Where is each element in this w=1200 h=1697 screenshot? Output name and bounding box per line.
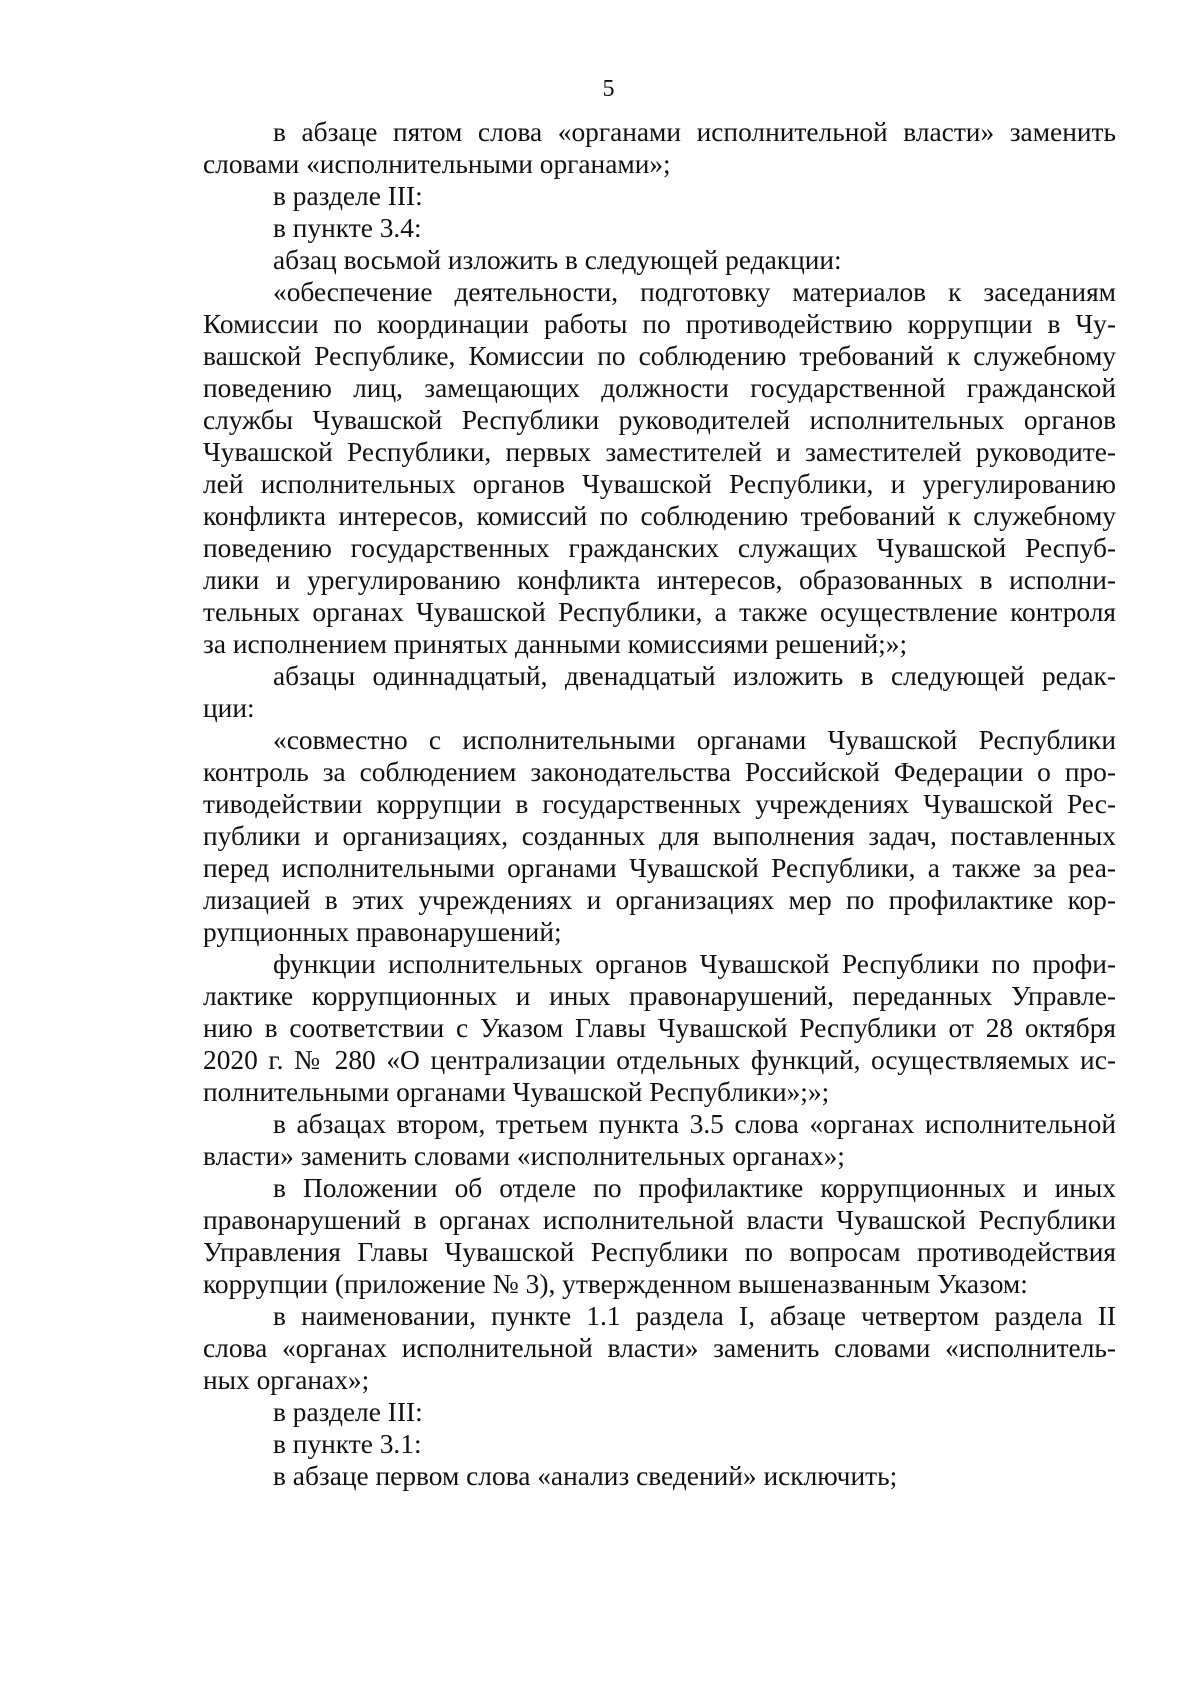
text-line: в разделе III: <box>273 181 423 211</box>
text-line: в пункте 3.4: <box>273 213 422 243</box>
text-line: Комиссии по координации работы по противодействию коррупции в Чу- <box>203 309 1116 339</box>
text-line: вашской Республике, Комиссии по соблюдению требований к служебному <box>203 341 1116 371</box>
text-line: власти» заменить словами «исполнительных органах»; <box>203 1141 845 1171</box>
text-line: службы Чувашской Республики руководителей исполнительных органов <box>203 405 1116 435</box>
text-line: в абзаце первом слова «анализ сведений» исключить; <box>273 1461 898 1491</box>
document-body <box>203 116 1116 1492</box>
text-line: ции: <box>203 693 255 723</box>
text-line: лики и урегулированию конфликта интересов, образованных в исполни- <box>203 565 1116 595</box>
text-line: тиводействии коррупции в государственных учреждениях Чувашской Рес- <box>203 789 1116 819</box>
page-number: 5 <box>602 76 615 102</box>
text-line: тельных органах Чувашской Республики, а также осуществление контроля <box>203 597 1116 627</box>
text-line: в абзаце пятом слова «органами исполнительной власти» заменить <box>273 117 1116 147</box>
text-line: «обеспечение деятельности, подготовку материалов к заседаниям <box>273 277 1116 307</box>
text-line: за исполнением принятых данными комиссиями решений;»; <box>203 629 908 659</box>
text-line: полнительными органами Чувашской Республики»;»; <box>203 1077 830 1107</box>
text-line: правонарушений в органах исполнительной власти Чувашской Республики <box>203 1205 1116 1235</box>
text-line: лей исполнительных органов Чувашской Республики, и урегулированию <box>203 469 1116 499</box>
text-line: словами «исполнительными органами»; <box>203 149 671 179</box>
text-line: в пункте 3.1: <box>273 1429 422 1459</box>
text-line: в разделе III: <box>273 1397 423 1427</box>
text-line: 2020 г. № 280 «О централизации отдельных функций, осуществляемых ис- <box>203 1045 1116 1075</box>
text-line: нию в соответствии с Указом Главы Чувашской Республики от 28 октября <box>203 1013 1116 1043</box>
text-line: лизацией в этих учреждениях и организациях мер по профилактике кор- <box>203 885 1116 915</box>
text-line: контроль за соблюдением законодательства Российской Федерации о про- <box>203 757 1116 787</box>
text-line: лактике коррупционных и иных правонарушений, переданных Управле- <box>203 981 1116 1011</box>
text-line: рупционных правонарушений; <box>203 917 562 947</box>
text-line: Чувашской Республики, первых заместителей и заместителей руководите- <box>203 437 1116 467</box>
text-line: поведению лиц, замещающих должности государственной гражданской <box>203 373 1116 403</box>
text-line: коррупции (приложение № 3), утвержденном вышеназванным Указом: <box>203 1269 1028 1299</box>
text-line: в абзацах втором, третьем пункта 3.5 слова «органах исполнительной <box>273 1109 1116 1139</box>
text-line: ных органах»; <box>203 1365 370 1395</box>
text-line: слова «органах исполнительной власти» заменить словами «исполнитель- <box>203 1333 1116 1363</box>
text-line: «совместно с исполнительными органами Чувашской Республики <box>273 725 1116 755</box>
text-line: поведению государственных гражданских служащих Чувашской Респуб- <box>203 533 1116 563</box>
text-line: конфликта интересов, комиссий по соблюдению требований к служебному <box>203 501 1116 531</box>
text-line: в наименовании, пункте 1.1 раздела I, абзаце четвертом раздела II <box>273 1301 1116 1331</box>
text-line: Управления Главы Чувашской Республики по вопросам противодействия <box>203 1237 1116 1267</box>
text-line: перед исполнительными органами Чувашской Республики, а также за реа- <box>203 853 1116 883</box>
text-line: функции исполнительных органов Чувашской Республики по профи- <box>273 949 1116 979</box>
text-line: в Положении об отделе по профилактике коррупционных и иных <box>273 1173 1116 1203</box>
text-line: абзацы одиннадцатый, двенадцатый изложить в следующей редак- <box>273 661 1116 691</box>
text-line: публики и организациях, созданных для выполнения задач, поставленных <box>203 821 1116 851</box>
text-line: абзац восьмой изложить в следующей редакции: <box>273 245 842 275</box>
